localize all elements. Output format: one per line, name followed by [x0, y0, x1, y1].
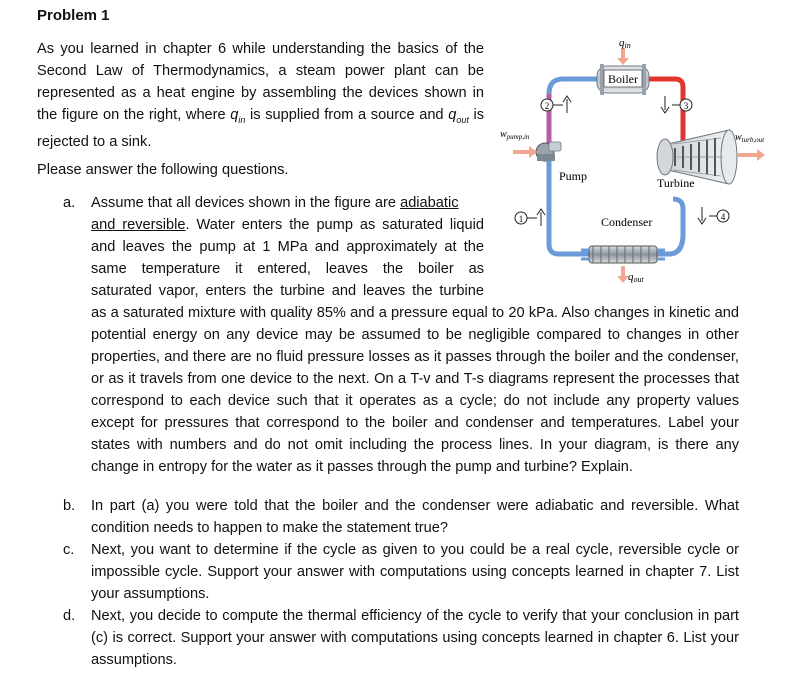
- intro-text-2: is supplied from a source and: [245, 107, 449, 123]
- steam-power-plant-figure: [497, 34, 787, 299]
- question-a-line-2-text: . Water enters the pump as saturated liquid: [185, 217, 484, 233]
- pump: [536, 142, 587, 183]
- boiler: [597, 64, 649, 95]
- underlined-adiabatic: adiabatic: [400, 195, 459, 211]
- q-in-subscript: in: [238, 114, 246, 125]
- question-b-marker: b.: [63, 498, 76, 514]
- underlined-reversible: and reversible: [91, 217, 186, 233]
- q-in-symbol: q: [230, 107, 239, 123]
- state-4-label: 4: [720, 212, 726, 222]
- question-a-line-4: same temperature it entered, leaves the boiler as: [91, 261, 484, 277]
- question-d-marker: d.: [63, 608, 76, 624]
- state-2-label: 2: [544, 101, 550, 111]
- q-out-symbol: q: [448, 107, 457, 123]
- q-out-arrow: [617, 266, 645, 284]
- state-3-label: 3: [683, 101, 689, 111]
- question-a-line-3: and leaves the pump at 1 MPa and approximately at the: [91, 239, 484, 255]
- fig-w-turb-label: $w_{turb,out}$: [735, 132, 765, 144]
- q-in-arrow: [617, 37, 631, 65]
- condenser: [581, 215, 665, 263]
- question-d: Next, you decide to compute the thermal efficiency of the cycle to verify that your conclusion in part (c) is correct. Support your answer with computations using concepts learned in chapter 6. List your assumptions.: [91, 608, 739, 668]
- fig-q-out-label: qout: [628, 271, 644, 284]
- turbine: [657, 130, 737, 190]
- state-1-marker: [515, 209, 545, 226]
- problem-title: Problem 1: [37, 7, 110, 24]
- fig-w-pump-label: $w_{pump,in}$: [500, 129, 530, 141]
- boiler-label: Boiler: [608, 72, 638, 86]
- condenser-label: Condenser: [601, 215, 653, 229]
- state-1-label: 1: [518, 214, 524, 224]
- question-a-marker: a.: [63, 195, 76, 211]
- turbine-label: Turbine: [657, 176, 695, 190]
- question-a-rest: as a saturated mixture with quality 85% and a pressure equal to 20 kPa. Also changes in kinetic and potential energy on any device may be assumed to be negligible compared to changes in other properties, and there are no fluid pressure losses as it passes through the boiler and the condenser, or as it travels from one device to the next. On a T-v and T-s diagrams represent the processes that correspond to each device such that it operates as a cycle; do not include any property values except for pressures that correspond to the boiler and condenser and temperatures. Label your states with numbers and do not omit including the process lines. In your diagram, is there any change in entropy for the water as it passes through the pump and turbine? Explain.: [91, 305, 739, 475]
- intro-text-3: is rejected to a sink.: [37, 107, 484, 150]
- q-out-subscript: out: [456, 114, 469, 125]
- question-c: Next, you want to determine if the cycle as given to you could be a real cycle, reversible cycle or impossible cycle. Support your answer with computations using concepts learned in chapter 7. List your assumptions.: [91, 542, 739, 602]
- question-a-line-2: [91, 214, 484, 236]
- question-a-line-1: [91, 192, 484, 214]
- instructions-prompt: Please answer the following questions.: [37, 162, 289, 178]
- state-4-marker: [698, 207, 729, 224]
- question-a-line-5: saturated vapor, enters the turbine and leaves the turbine: [91, 283, 484, 299]
- state-2-marker: [541, 96, 571, 113]
- pump-label: Pump: [559, 169, 588, 183]
- question-c-marker: c.: [63, 542, 75, 558]
- question-a-line-1-text: Assume that all devices shown in the figure are: [91, 195, 401, 211]
- intro-text-1: As you learned in chapter 6 while understanding the basics of the Second Law of Thermodynamics, a steam power plant can be represented as a heat engine by assembling the devices shown in the figure on the right, where: [37, 41, 484, 123]
- intro-paragraph: [37, 38, 484, 153]
- fig-q-in-label: qin: [619, 37, 631, 50]
- question-b: In part (a) you were told that the boiler and the condenser were adiabatic and reversible. What condition needs to happen to make the statement true?: [91, 498, 739, 536]
- state-3-marker: [661, 96, 692, 113]
- w-turb-arrow: [735, 132, 765, 161]
- w-pump-arrow: [500, 129, 537, 158]
